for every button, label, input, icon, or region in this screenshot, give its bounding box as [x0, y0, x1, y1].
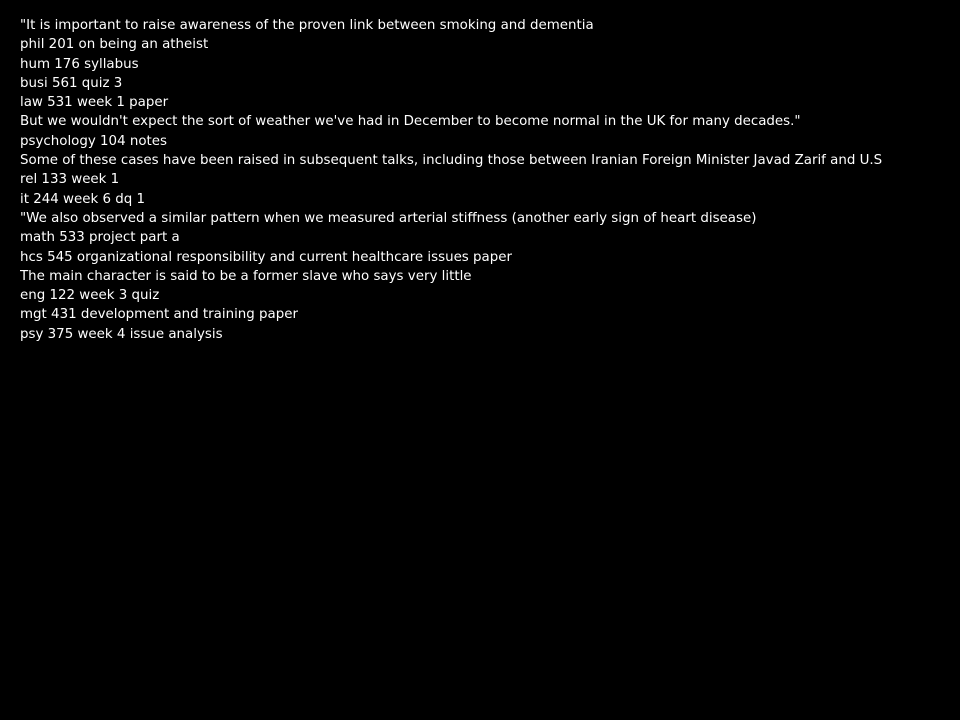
- text-line: The main character is said to be a former slave who says very little: [20, 268, 472, 284]
- text-line: "We also observed a similar pattern when we measured arterial stiffness (another early sign of heart disease): [20, 210, 757, 226]
- text-line: it 244 week 6 dq 1: [20, 191, 146, 207]
- text-line: law 531 week 1 paper: [20, 95, 169, 111]
- text-line: busi 561 quiz 3: [20, 75, 123, 91]
- text-line: rel 133 week 1: [20, 172, 120, 188]
- text-line: But we wouldn't expect the sort of weather we've had in December to become normal in the UK for many decades.": [20, 114, 801, 130]
- text-line: psychology 104 notes: [20, 133, 167, 149]
- text-line: eng 122 week 3 quiz: [20, 288, 160, 304]
- text-line: hcs 545 organizational responsibility and current healthcare issues paper: [20, 249, 512, 265]
- text-line: math 533 project part a: [20, 230, 180, 246]
- text-line: mgt 431 development and training paper: [20, 307, 298, 323]
- text-line: psy 375 week 4 issue analysis: [20, 326, 223, 342]
- text-line: phil 201 on being an atheist: [20, 37, 209, 53]
- text-line: hum 176 syllabus: [20, 56, 139, 72]
- text-line: Some of these cases have been raised in subsequent talks, including those between Iranian Foreign Minister Javad Zarif and U.S: [20, 153, 883, 169]
- text-lines: [20, 16, 950, 344]
- text-line: "It is important to raise awareness of the proven link between smoking and dementia: [20, 18, 594, 33]
